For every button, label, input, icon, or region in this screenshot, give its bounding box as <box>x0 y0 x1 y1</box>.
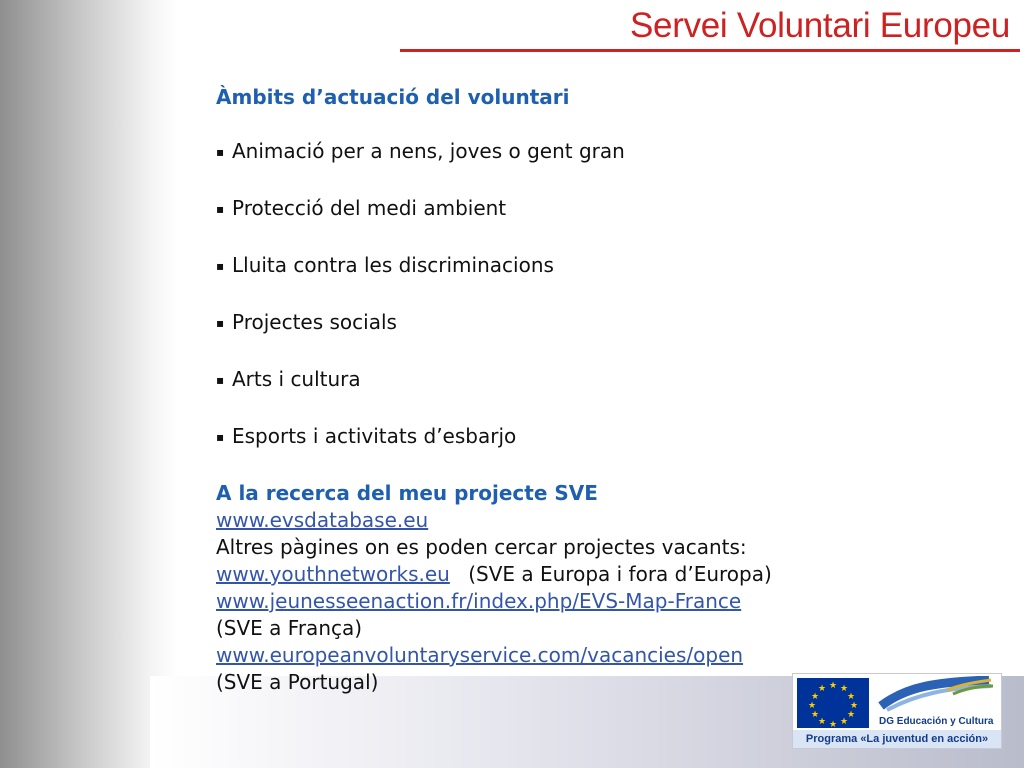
youth-wave-icon <box>877 676 997 714</box>
evsdatabase-link[interactable]: www.evsdatabase.eu <box>216 508 429 532</box>
youthnetworks-note: (SVE a Europa i fora d’Europa) <box>468 562 772 586</box>
list-item-label: Esports i activitats d’esbarjo <box>232 424 517 448</box>
dg-label: DG Educación y Cultura <box>879 716 994 727</box>
youthnetworks-link[interactable]: www.youthnetworks.eu <box>216 562 450 586</box>
activity-list <box>216 138 1016 453</box>
evs-portugal-link[interactable]: www.europeanvoluntaryservice.com/vacancies/open <box>216 643 744 667</box>
slide-title: Servei Voluntari Europeu <box>630 6 1010 45</box>
bullet-icon: ▪ <box>216 316 225 330</box>
list-item <box>216 309 1016 339</box>
list-item-label: Projectes socials <box>232 310 397 334</box>
bullet-icon: ▪ <box>216 202 225 216</box>
left-gradient-band <box>0 0 178 768</box>
programa-label: Programa «La juventud en acción» <box>793 730 1001 748</box>
list-item <box>216 195 1016 225</box>
bullet-icon: ▪ <box>216 430 225 444</box>
jeunesse-link[interactable]: www.jeunesseenaction.fr/index.php/EVS-Map-France <box>216 589 742 613</box>
list-item-label: Animació per a nens, joves o gent gran <box>232 139 625 163</box>
title-underline <box>400 49 1020 52</box>
slide-content <box>216 84 1016 696</box>
list-item-label: Lluita contra les discriminacions <box>232 253 554 277</box>
programme-logo <box>792 673 1002 749</box>
list-item <box>216 423 1016 453</box>
list-item <box>216 366 1016 396</box>
bullet-icon: ▪ <box>216 259 225 273</box>
list-item <box>216 138 1016 168</box>
section-heading: Àmbits d’actuació del voluntari <box>216 85 570 109</box>
list-item <box>216 252 1016 282</box>
list-item-label: Protecció del medi ambient <box>232 196 507 220</box>
jeunesse-note: (SVE a França) <box>216 616 363 640</box>
search-heading: A la recerca del meu projecte SVE <box>216 481 598 505</box>
other-pages-text: Altres pàgines on es poden cercar projectes vacants: <box>216 535 747 559</box>
eu-flag-icon: ★ ★ ★ ★ ★ ★ ★ ★ ★ ★ ★ ★ <box>797 678 869 728</box>
list-item-label: Arts i cultura <box>232 367 361 391</box>
portugal-note: (SVE a Portugal) <box>216 670 379 694</box>
bullet-icon: ▪ <box>216 145 225 159</box>
bullet-icon: ▪ <box>216 373 225 387</box>
